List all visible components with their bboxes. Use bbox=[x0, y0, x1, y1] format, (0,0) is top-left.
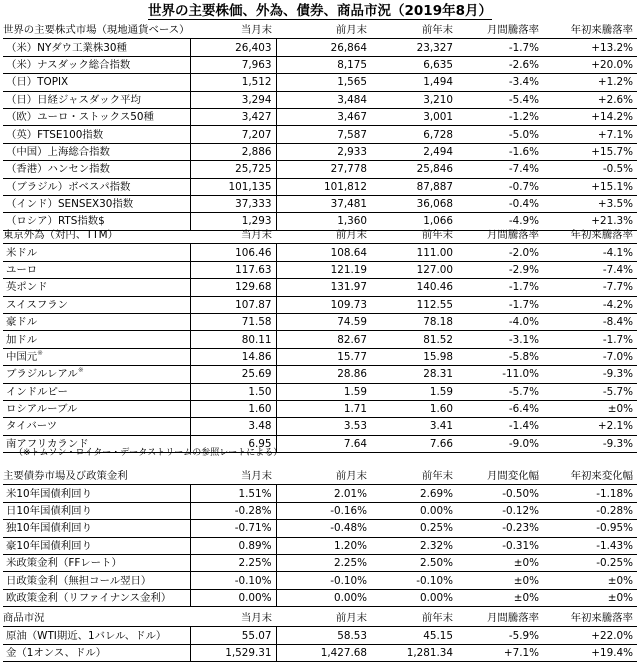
row-label-text: 日政策金利（無担コール翌日） bbox=[6, 574, 152, 587]
table-row bbox=[3, 313, 637, 330]
ytd-change-value: +13.2% bbox=[543, 39, 637, 56]
previous-month-value: 28.86 bbox=[276, 366, 371, 383]
ytd-change-value: +22.0% bbox=[543, 627, 637, 644]
current-month-value: 26,403 bbox=[190, 39, 276, 56]
fx-rows bbox=[3, 244, 637, 453]
current-month-value: 2.25% bbox=[190, 554, 276, 571]
previous-year-value: 2,494 bbox=[371, 143, 457, 160]
previous-month-value: 58.53 bbox=[276, 627, 371, 644]
ytd-change-value: +21.3% bbox=[543, 213, 637, 230]
header-previous-month: 前月末 bbox=[276, 22, 371, 39]
table-row bbox=[3, 520, 637, 537]
previous-year-value: 2.69% bbox=[371, 485, 457, 502]
previous-year-value: 1,281.34 bbox=[371, 644, 457, 661]
row-label-text: 欧政策金利（リファイナンス金利） bbox=[6, 591, 172, 604]
previous-month-value: -0.10% bbox=[276, 572, 371, 589]
row-label-text: （日）日経ジャスダック平均 bbox=[6, 93, 141, 106]
monthly-change-value: -1.7% bbox=[457, 279, 543, 296]
table-row bbox=[3, 383, 637, 400]
ytd-change-value: -5.7% bbox=[543, 383, 637, 400]
row-label bbox=[3, 644, 190, 661]
previous-year-value: 2.50% bbox=[371, 554, 457, 571]
table-row bbox=[3, 589, 637, 606]
monthly-change-value: -1.6% bbox=[457, 143, 543, 160]
row-label-text: （欧）ユーロ・ストックス50種 bbox=[6, 111, 154, 124]
stock-market-table bbox=[3, 22, 637, 231]
row-label-text: 独10年国債利回り bbox=[6, 522, 92, 535]
previous-year-value: 45.15 bbox=[371, 627, 457, 644]
table-row bbox=[3, 56, 637, 73]
previous-year-value: 6,728 bbox=[371, 126, 457, 143]
previous-year-value: -0.10% bbox=[371, 572, 457, 589]
current-month-value: 2,886 bbox=[190, 143, 276, 160]
header-monthly-change: 月間騰落率 bbox=[457, 610, 543, 627]
previous-month-value: 1.20% bbox=[276, 537, 371, 554]
row-label bbox=[3, 537, 190, 554]
previous-year-value: 3.41 bbox=[371, 418, 457, 435]
table-row bbox=[3, 537, 637, 554]
previous-month-value: 7.64 bbox=[276, 435, 371, 452]
current-month-value: 25.69 bbox=[190, 366, 276, 383]
row-label bbox=[3, 383, 190, 400]
previous-year-value: 1.60 bbox=[371, 400, 457, 417]
current-month-value: 101,135 bbox=[190, 178, 276, 195]
row-label bbox=[3, 91, 190, 108]
reference-rate-mark: ※ bbox=[77, 366, 84, 375]
bond-header-label: 主要債券市場及び政策金利 bbox=[3, 468, 190, 485]
row-label bbox=[3, 39, 190, 56]
row-label-text: （香港）ハンセン指数 bbox=[6, 163, 110, 176]
monthly-change-value: -4.0% bbox=[457, 313, 543, 330]
monthly-change-value: -1.7% bbox=[457, 296, 543, 313]
current-month-value: 1.50 bbox=[190, 383, 276, 400]
previous-year-value: 1.59 bbox=[371, 383, 457, 400]
previous-year-value: 81.52 bbox=[371, 331, 457, 348]
row-label-text: スイスフラン bbox=[6, 298, 69, 311]
row-label bbox=[3, 502, 190, 519]
bond-rows bbox=[3, 485, 637, 607]
previous-year-value: 140.46 bbox=[371, 279, 457, 296]
ytd-change-value: -0.95% bbox=[543, 520, 637, 537]
row-label-text: 加ドル bbox=[6, 333, 38, 346]
row-label-text: 南アフリカランド bbox=[6, 437, 89, 450]
row-label bbox=[3, 126, 190, 143]
previous-month-value: -0.48% bbox=[276, 520, 371, 537]
row-label bbox=[3, 627, 190, 644]
header-monthly-change: 月間変化幅 bbox=[457, 468, 543, 485]
previous-month-value: 37,481 bbox=[276, 195, 371, 212]
previous-year-value: 1,494 bbox=[371, 74, 457, 91]
previous-month-value: 3,484 bbox=[276, 91, 371, 108]
current-month-value: -0.10% bbox=[190, 572, 276, 589]
row-label bbox=[3, 313, 190, 330]
previous-month-value: 3,467 bbox=[276, 108, 371, 125]
previous-year-value: 28.31 bbox=[371, 366, 457, 383]
ytd-change-value: ±0% bbox=[543, 589, 637, 606]
ytd-change-value: -7.7% bbox=[543, 279, 637, 296]
monthly-change-value: -7.4% bbox=[457, 161, 543, 178]
ytd-change-value: ±0% bbox=[543, 400, 637, 417]
monthly-change-value: -2.9% bbox=[457, 261, 543, 278]
current-month-value: 3.48 bbox=[190, 418, 276, 435]
table-row bbox=[3, 108, 637, 125]
reference-rate-mark: ※ bbox=[37, 348, 44, 357]
previous-year-value: 1,066 bbox=[371, 213, 457, 230]
previous-month-value: 2.25% bbox=[276, 554, 371, 571]
row-label bbox=[3, 589, 190, 606]
current-month-value: 129.68 bbox=[190, 279, 276, 296]
row-label bbox=[3, 108, 190, 125]
row-label-text: 英ポンド bbox=[6, 281, 48, 294]
table-row bbox=[3, 331, 637, 348]
ytd-change-value: -0.28% bbox=[543, 502, 637, 519]
row-label-text: （日）TOPIX bbox=[6, 76, 69, 89]
previous-year-value: 7.66 bbox=[371, 435, 457, 452]
row-label bbox=[3, 400, 190, 417]
previous-month-value: 0.00% bbox=[276, 589, 371, 606]
row-label-text: 金（1オンス、ドル） bbox=[6, 646, 107, 659]
previous-month-value: 15.77 bbox=[276, 348, 371, 365]
previous-month-value: 2.01% bbox=[276, 485, 371, 502]
current-month-value: 80.11 bbox=[190, 331, 276, 348]
fx-header-label: 東京外為（対円、TTM） bbox=[3, 227, 190, 244]
header-previous-year: 前年末 bbox=[371, 468, 457, 485]
current-month-value: 25,725 bbox=[190, 161, 276, 178]
monthly-change-value: -5.4% bbox=[457, 91, 543, 108]
monthly-change-value: -0.12% bbox=[457, 502, 543, 519]
row-label-text: 中国元 bbox=[6, 350, 38, 363]
commodity-header-row bbox=[3, 610, 637, 627]
previous-month-value: 109.73 bbox=[276, 296, 371, 313]
commodity-rows bbox=[3, 627, 637, 662]
monthly-change-value: +7.1% bbox=[457, 644, 543, 661]
current-month-value: 0.89% bbox=[190, 537, 276, 554]
header-ytd-change: 年初来騰落率 bbox=[543, 610, 637, 627]
current-month-value: 37,333 bbox=[190, 195, 276, 212]
table-row bbox=[3, 644, 637, 661]
row-label-text: （米）ナスダック総合指数 bbox=[6, 58, 131, 71]
current-month-value: 106.46 bbox=[190, 244, 276, 261]
header-previous-month: 前月末 bbox=[276, 468, 371, 485]
ytd-change-value: ±0% bbox=[543, 572, 637, 589]
previous-year-value: 6,635 bbox=[371, 56, 457, 73]
stock-header-row bbox=[3, 22, 637, 39]
header-previous-month: 前月末 bbox=[276, 610, 371, 627]
ytd-change-value: +7.1% bbox=[543, 126, 637, 143]
previous-month-value: 8,175 bbox=[276, 56, 371, 73]
table-row bbox=[3, 261, 637, 278]
monthly-change-value: -0.31% bbox=[457, 537, 543, 554]
table-row bbox=[3, 572, 637, 589]
header-current-month: 当月末 bbox=[190, 468, 276, 485]
table-row bbox=[3, 178, 637, 195]
current-month-value: 7,963 bbox=[190, 56, 276, 73]
previous-month-value: 1.71 bbox=[276, 400, 371, 417]
header-current-month: 当月末 bbox=[190, 22, 276, 39]
header-ytd-change: 年初来騰落率 bbox=[543, 227, 637, 244]
monthly-change-value: -6.4% bbox=[457, 400, 543, 417]
header-current-month: 当月末 bbox=[190, 227, 276, 244]
ytd-change-value: +14.2% bbox=[543, 108, 637, 125]
row-label bbox=[3, 348, 190, 365]
header-monthly-change: 月間騰落率 bbox=[457, 227, 543, 244]
monthly-change-value: -5.0% bbox=[457, 126, 543, 143]
previous-month-value: 82.67 bbox=[276, 331, 371, 348]
row-label bbox=[3, 554, 190, 571]
row-label-text: 米10年国債利回り bbox=[6, 487, 92, 500]
previous-year-value: 0.25% bbox=[371, 520, 457, 537]
previous-month-value: 27,778 bbox=[276, 161, 371, 178]
table-row bbox=[3, 161, 637, 178]
previous-month-value: 101,812 bbox=[276, 178, 371, 195]
header-ytd-change: 年初来変化幅 bbox=[543, 468, 637, 485]
monthly-change-value: -4.9% bbox=[457, 213, 543, 230]
row-label-text: （インド）SENSEX30指数 bbox=[6, 198, 134, 211]
page-title bbox=[0, 0, 640, 22]
ytd-change-value: +19.4% bbox=[543, 644, 637, 661]
row-label-text: ユーロ bbox=[6, 263, 38, 276]
monthly-change-value: -2.0% bbox=[457, 244, 543, 261]
row-label-text: インドルピー bbox=[6, 385, 68, 398]
header-monthly-change: 月間騰落率 bbox=[457, 22, 543, 39]
row-label bbox=[3, 56, 190, 73]
previous-year-value: 25,846 bbox=[371, 161, 457, 178]
commodity-header-label: 商品市況 bbox=[3, 610, 190, 627]
monthly-change-value: ±0% bbox=[457, 572, 543, 589]
row-label bbox=[3, 143, 190, 160]
current-month-value: -0.28% bbox=[190, 502, 276, 519]
ytd-change-value: -4.1% bbox=[543, 244, 637, 261]
row-label bbox=[3, 572, 190, 589]
bond-header-row bbox=[3, 468, 637, 485]
monthly-change-value: ±0% bbox=[457, 554, 543, 571]
table-row bbox=[3, 485, 637, 502]
row-label-text: 米ドル bbox=[6, 246, 38, 259]
previous-year-value: 23,327 bbox=[371, 39, 457, 56]
ytd-change-value: -8.4% bbox=[543, 313, 637, 330]
table-row bbox=[3, 418, 637, 435]
current-month-value: -0.71% bbox=[190, 520, 276, 537]
row-label bbox=[3, 244, 190, 261]
current-month-value: 1.51% bbox=[190, 485, 276, 502]
row-label bbox=[3, 74, 190, 91]
header-previous-year: 前年末 bbox=[371, 610, 457, 627]
monthly-change-value: -5.8% bbox=[457, 348, 543, 365]
ytd-change-value: -1.7% bbox=[543, 331, 637, 348]
previous-month-value: -0.16% bbox=[276, 502, 371, 519]
fx-note: （※トムソン・ロイター・データストリームの参照レートによる） bbox=[14, 448, 283, 458]
ytd-change-value: +15.7% bbox=[543, 143, 637, 160]
ytd-change-value: +1.2% bbox=[543, 74, 637, 91]
current-month-value: 3,427 bbox=[190, 108, 276, 125]
table-row bbox=[3, 91, 637, 108]
table-row bbox=[3, 126, 637, 143]
previous-month-value: 7,587 bbox=[276, 126, 371, 143]
monthly-change-value: -9.0% bbox=[457, 435, 543, 452]
commodity-table bbox=[3, 610, 637, 662]
row-label-text: 日10年国債利回り bbox=[6, 504, 92, 517]
table-row bbox=[3, 554, 637, 571]
ytd-change-value: +15.1% bbox=[543, 178, 637, 195]
monthly-change-value: -5.9% bbox=[457, 627, 543, 644]
header-ytd-change: 年初来騰落率 bbox=[543, 22, 637, 39]
row-label-text: タイバーツ bbox=[6, 420, 58, 433]
previous-year-value: 2.32% bbox=[371, 537, 457, 554]
ytd-change-value: -4.2% bbox=[543, 296, 637, 313]
monthly-change-value: -0.50% bbox=[457, 485, 543, 502]
current-month-value: 6.95 bbox=[190, 435, 276, 452]
current-month-value: 1,512 bbox=[190, 74, 276, 91]
previous-month-value: 74.59 bbox=[276, 313, 371, 330]
row-label-text: （米）NYダウ工業株30種 bbox=[6, 41, 127, 54]
monthly-change-value: ±0% bbox=[457, 589, 543, 606]
row-label bbox=[3, 161, 190, 178]
row-label-text: ロシアルーブル bbox=[6, 403, 78, 416]
monthly-change-value: -2.6% bbox=[457, 56, 543, 73]
row-label bbox=[3, 520, 190, 537]
ytd-change-value: -1.43% bbox=[543, 537, 637, 554]
ytd-change-value: -7.4% bbox=[543, 261, 637, 278]
monthly-change-value: -0.7% bbox=[457, 178, 543, 195]
previous-year-value: 15.98 bbox=[371, 348, 457, 365]
row-label bbox=[3, 366, 190, 383]
table-row bbox=[3, 143, 637, 160]
header-previous-year: 前年末 bbox=[371, 22, 457, 39]
ytd-change-value: -9.3% bbox=[543, 435, 637, 452]
monthly-change-value: -0.23% bbox=[457, 520, 543, 537]
row-label-text: 豪10年国債利回り bbox=[6, 539, 92, 552]
row-label bbox=[3, 418, 190, 435]
row-label bbox=[3, 296, 190, 313]
current-month-value: 0.00% bbox=[190, 589, 276, 606]
page-title-text: 世界の主要株価、外為、債券、商品市況（2019年8月） bbox=[148, 3, 492, 19]
ytd-change-value: +2.1% bbox=[543, 418, 637, 435]
table-row bbox=[3, 74, 637, 91]
ytd-change-value: -0.5% bbox=[543, 161, 637, 178]
current-month-value: 14.86 bbox=[190, 348, 276, 365]
monthly-change-value: -0.4% bbox=[457, 195, 543, 212]
table-row bbox=[3, 400, 637, 417]
monthly-change-value: -11.0% bbox=[457, 366, 543, 383]
table-row bbox=[3, 627, 637, 644]
table-row bbox=[3, 348, 637, 365]
previous-month-value: 121.19 bbox=[276, 261, 371, 278]
table-row bbox=[3, 502, 637, 519]
current-month-value: 117.63 bbox=[190, 261, 276, 278]
row-label-text: 原油（WTI期近、1バレル、ドル） bbox=[6, 629, 167, 642]
row-label-text: 豪ドル bbox=[6, 316, 38, 329]
monthly-change-value: -1.2% bbox=[457, 108, 543, 125]
previous-year-value: 111.00 bbox=[371, 244, 457, 261]
previous-year-value: 127.00 bbox=[371, 261, 457, 278]
fx-header-row bbox=[3, 227, 637, 244]
ytd-change-value: +20.0% bbox=[543, 56, 637, 73]
ytd-change-value: -9.3% bbox=[543, 366, 637, 383]
monthly-change-value: -3.4% bbox=[457, 74, 543, 91]
previous-year-value: 0.00% bbox=[371, 589, 457, 606]
row-label bbox=[3, 485, 190, 502]
previous-month-value: 3.53 bbox=[276, 418, 371, 435]
monthly-change-value: -5.7% bbox=[457, 383, 543, 400]
previous-year-value: 112.55 bbox=[371, 296, 457, 313]
previous-year-value: 87,887 bbox=[371, 178, 457, 195]
row-label bbox=[3, 261, 190, 278]
previous-month-value: 1,427.68 bbox=[276, 644, 371, 661]
row-label bbox=[3, 178, 190, 195]
table-row bbox=[3, 279, 637, 296]
stock-header-label: 世界の主要株式市場（現地通貨ベース） bbox=[3, 22, 190, 39]
current-month-value: 3,294 bbox=[190, 91, 276, 108]
row-label bbox=[3, 279, 190, 296]
table-row bbox=[3, 195, 637, 212]
row-label-text: （中国）上海総合指数 bbox=[6, 145, 110, 158]
previous-month-value: 1,565 bbox=[276, 74, 371, 91]
previous-year-value: 36,068 bbox=[371, 195, 457, 212]
previous-month-value: 131.97 bbox=[276, 279, 371, 296]
table-row bbox=[3, 39, 637, 56]
current-month-value: 1.60 bbox=[190, 400, 276, 417]
previous-month-value: 2,933 bbox=[276, 143, 371, 160]
row-label-text: 米政策金利（FFレート） bbox=[6, 557, 122, 570]
monthly-change-value: -3.1% bbox=[457, 331, 543, 348]
header-current-month: 当月末 bbox=[190, 610, 276, 627]
previous-month-value: 108.64 bbox=[276, 244, 371, 261]
row-label bbox=[3, 331, 190, 348]
previous-year-value: 78.18 bbox=[371, 313, 457, 330]
row-label bbox=[3, 195, 190, 212]
previous-year-value: 3,210 bbox=[371, 91, 457, 108]
current-month-value: 7,207 bbox=[190, 126, 276, 143]
current-month-value: 107.87 bbox=[190, 296, 276, 313]
stock-rows bbox=[3, 39, 637, 230]
current-month-value: 1,293 bbox=[190, 213, 276, 230]
monthly-change-value: -1.4% bbox=[457, 418, 543, 435]
row-label-text: （ロシア）RTS指数$ bbox=[6, 215, 105, 228]
row-label-text: ブラジルレアル bbox=[6, 368, 78, 381]
table-row bbox=[3, 244, 637, 261]
header-previous-year: 前年末 bbox=[371, 227, 457, 244]
row-label-text: （ブラジル）ボベスパ指数 bbox=[6, 180, 131, 193]
previous-year-value: 3,001 bbox=[371, 108, 457, 125]
previous-year-value: 0.00% bbox=[371, 502, 457, 519]
ytd-change-value: +2.6% bbox=[543, 91, 637, 108]
table-row bbox=[3, 366, 637, 383]
row-label-text: （英）FTSE100指数 bbox=[6, 128, 104, 141]
current-month-value: 1,529.31 bbox=[190, 644, 276, 661]
current-month-value: 55.07 bbox=[190, 627, 276, 644]
header-previous-month: 前月末 bbox=[276, 227, 371, 244]
current-month-value: 71.58 bbox=[190, 313, 276, 330]
fx-table bbox=[3, 227, 637, 453]
previous-month-value: 1.59 bbox=[276, 383, 371, 400]
ytd-change-value: -1.18% bbox=[543, 485, 637, 502]
ytd-change-value: -7.0% bbox=[543, 348, 637, 365]
ytd-change-value: -0.25% bbox=[543, 554, 637, 571]
previous-month-value: 26,864 bbox=[276, 39, 371, 56]
table-row bbox=[3, 296, 637, 313]
previous-month-value: 1,360 bbox=[276, 213, 371, 230]
bond-table bbox=[3, 468, 637, 607]
monthly-change-value: -1.7% bbox=[457, 39, 543, 56]
ytd-change-value: +3.5% bbox=[543, 195, 637, 212]
